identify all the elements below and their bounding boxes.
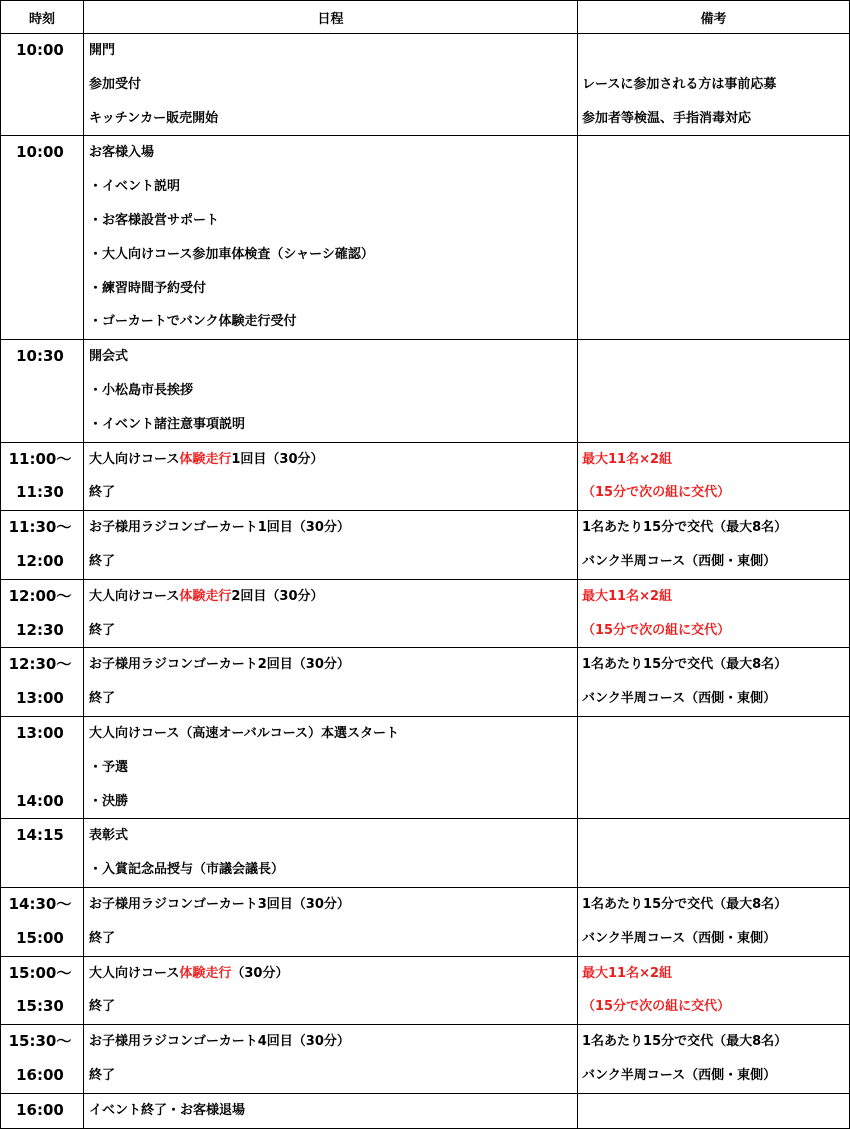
time-label: 14:30～ (8, 894, 72, 913)
time-label (1, 374, 83, 408)
schedule-line (84, 957, 577, 991)
schedule-cell (84, 511, 578, 580)
time-label: 12:00 (16, 551, 64, 570)
schedule-line (84, 408, 577, 442)
schedule-row (1, 579, 850, 648)
schedule-line (84, 102, 577, 136)
schedule-text: 終了 (89, 485, 116, 501)
schedule-row (1, 887, 850, 956)
notes-cell (578, 648, 850, 717)
schedule-line (84, 340, 577, 374)
note-line (578, 170, 849, 204)
note-line (578, 785, 849, 819)
schedule-text: 終了 (89, 622, 116, 638)
time-label: 15:30 (16, 997, 64, 1016)
time-cell (1, 819, 84, 888)
schedule-text: 1回目（30分） (231, 451, 324, 467)
time-cell (1, 1025, 84, 1094)
time-label (1, 170, 83, 204)
time-cell (1, 716, 84, 818)
schedule-text: 開門 (89, 43, 116, 58)
schedule-line (84, 785, 577, 819)
note-line (578, 853, 849, 887)
note-line: 参加者等検温、手指消毒対応 (582, 110, 752, 126)
note-line (578, 751, 849, 785)
time-label: 12:00～ (8, 586, 72, 605)
schedule-header: 日程 (84, 1, 578, 34)
schedule-row (1, 442, 850, 511)
schedule-line (84, 922, 577, 956)
schedule-text: 終了 (89, 691, 116, 707)
note-line: 最大11名×2組 (582, 588, 673, 604)
schedule-line (84, 476, 577, 510)
note-line (578, 1094, 849, 1128)
schedule-text: ・ゴーカートでバンク体験走行受付 (89, 314, 297, 330)
schedule-text: お子様用ラジコンゴーカート1回目（30分） (89, 520, 350, 536)
schedule-cell (84, 956, 578, 1025)
schedule-text: ・小松島市長挨拶 (89, 382, 194, 398)
time-cell (1, 136, 84, 340)
notes-cell (578, 819, 850, 888)
time-label: 11:30 (16, 483, 64, 502)
note-line: 1名あたり15分で交代（最大8名） (582, 896, 788, 912)
schedule-cell (84, 819, 578, 888)
schedule-line (84, 204, 577, 238)
notes-cell (578, 136, 850, 340)
notes-cell (578, 34, 850, 136)
notes-cell (578, 511, 850, 580)
schedule-cell (84, 136, 578, 340)
notes-cell (578, 340, 850, 442)
schedule-cell (84, 34, 578, 136)
schedule-line (84, 614, 577, 648)
note-line: （15分で次の組に交代） (582, 622, 731, 638)
time-cell (1, 340, 84, 442)
time-label: 10:00 (16, 143, 64, 162)
notes-cell (578, 716, 850, 818)
note-line (578, 204, 849, 238)
time-label (1, 238, 83, 272)
schedule-row (1, 956, 850, 1025)
schedule-text: お子様用ラジコンゴーカート4回目（30分） (89, 1034, 350, 1050)
note-line (578, 340, 849, 374)
schedule-line (84, 374, 577, 408)
time-label: 14:15 (16, 826, 64, 845)
schedule-row (1, 1093, 850, 1128)
note-line (578, 408, 849, 442)
schedule-line (84, 68, 577, 102)
schedule-line (84, 1094, 577, 1128)
schedule-text: 終了 (89, 553, 116, 569)
time-label: 11:30～ (8, 518, 72, 537)
note-line (578, 34, 849, 68)
schedule-line (84, 305, 577, 339)
time-label: 12:30 (16, 620, 64, 639)
schedule-line (84, 990, 577, 1024)
schedule-row (1, 648, 850, 717)
time-label: 16:00 (16, 1100, 64, 1119)
notes-cell (578, 579, 850, 648)
schedule-text: 大人向けコース (89, 588, 180, 604)
time-label: 11:00～ (8, 449, 72, 468)
schedule-cell (84, 648, 578, 717)
note-line: バンク半周コース（西側・東側） (582, 930, 777, 946)
note-line: 1名あたり15分で交代（最大8名） (582, 1034, 788, 1050)
note-line: バンク半周コース（西側・東側） (582, 553, 777, 569)
time-label (1, 408, 83, 442)
time-label: 15:00～ (8, 963, 72, 982)
note-line: レースに参加される方は事前応募 (582, 76, 777, 92)
note-line: （15分で次の組に交代） (582, 485, 731, 501)
time-label (1, 305, 83, 339)
schedule-line (84, 1059, 577, 1093)
schedule-text: ・イベント説明 (89, 179, 181, 195)
time-label (1, 853, 83, 887)
schedule-text: ・入賞記念品授与（市議会議長） (89, 862, 285, 878)
schedule-text: （30分） (231, 965, 289, 981)
schedule-row (1, 34, 850, 136)
time-cell (1, 511, 84, 580)
time-label: 16:00 (16, 1065, 64, 1084)
note-line (578, 272, 849, 306)
highlight-text: 体験走行 (179, 588, 232, 604)
schedule-row (1, 819, 850, 888)
schedule-text: 大人向けコース (89, 965, 180, 981)
note-line: 最大11名×2組 (582, 965, 673, 981)
schedule-line (84, 511, 577, 545)
schedule-cell (84, 1025, 578, 1094)
time-label: 10:30 (16, 347, 64, 366)
note-line (578, 819, 849, 853)
time-label (1, 204, 83, 238)
schedule-text: イベント終了・お客様退場 (89, 1102, 246, 1118)
schedule-row (1, 511, 850, 580)
notes-cell (578, 1093, 850, 1128)
note-line: バンク半周コース（西側・東側） (582, 1067, 777, 1083)
time-label: 10:00 (16, 41, 64, 59)
note-line (578, 136, 849, 170)
schedule-row (1, 136, 850, 340)
schedule-row (1, 340, 850, 442)
note-line (578, 374, 849, 408)
time-header: 時刻 (1, 1, 84, 34)
schedule-line (84, 34, 577, 68)
schedule-text: 参加受付 (89, 76, 142, 92)
header-row (1, 1, 850, 34)
schedule-text: ・大人向けコース参加車体検査（シャーシ確認） (89, 246, 374, 262)
schedule-line (84, 170, 577, 204)
notes-cell (578, 887, 850, 956)
schedule-line (84, 648, 577, 682)
schedule-text: ・予選 (89, 759, 129, 775)
time-cell (1, 442, 84, 511)
schedule-text: ・イベント諸注意事項説明 (89, 416, 246, 432)
time-label: 14:00 (16, 791, 64, 810)
schedule-text: 大人向けコース (89, 451, 180, 467)
schedule-line (84, 580, 577, 614)
schedule-text: 開会式 (89, 349, 129, 365)
schedule-cell (84, 716, 578, 818)
time-label: 13:00 (16, 689, 64, 708)
highlight-text: 体験走行 (179, 451, 232, 467)
highlight-text: 体験走行 (179, 965, 232, 981)
time-cell (1, 579, 84, 648)
note-line: 最大11名×2組 (582, 451, 673, 467)
schedule-text: キッチンカー販売開始 (89, 110, 219, 126)
schedule-text: 終了 (89, 1067, 116, 1083)
schedule-cell (84, 579, 578, 648)
schedule-text: お客様入場 (89, 145, 155, 161)
schedule-line (84, 888, 577, 922)
notes-cell (578, 1025, 850, 1094)
note-line: （15分で次の組に交代） (582, 999, 731, 1015)
note-line (578, 305, 849, 339)
schedule-text: 終了 (89, 999, 116, 1015)
schedule-row (1, 1025, 850, 1094)
schedule-text: お子様用ラジコンゴーカート3回目（30分） (89, 896, 350, 912)
schedule-cell (84, 442, 578, 511)
time-label: 13:00 (16, 723, 64, 742)
schedule-row (1, 716, 850, 818)
schedule-line (84, 853, 577, 887)
schedule-text: 2回目（30分） (231, 588, 324, 604)
time-label (1, 751, 83, 785)
notes-header: 備考 (578, 1, 850, 34)
schedule-line (84, 545, 577, 579)
time-cell (1, 956, 84, 1025)
time-cell (1, 1093, 84, 1128)
time-label (1, 102, 83, 136)
schedule-line (84, 136, 577, 170)
time-cell (1, 648, 84, 717)
schedule-line (84, 238, 577, 272)
schedule-body (1, 34, 850, 1129)
note-line (578, 717, 849, 751)
schedule-text: ・決勝 (89, 793, 129, 809)
schedule-text: ・お客様設営サポート (89, 212, 220, 228)
time-cell (1, 887, 84, 956)
time-label (1, 272, 83, 306)
schedule-line (84, 751, 577, 785)
time-label (1, 68, 83, 102)
schedule-line (84, 443, 577, 477)
note-line: バンク半周コース（西側・東側） (582, 691, 777, 707)
schedule-cell (84, 887, 578, 956)
time-label: 15:00 (16, 928, 64, 947)
time-cell (1, 34, 84, 136)
schedule-line (84, 272, 577, 306)
schedule-line (84, 682, 577, 716)
notes-cell (578, 442, 850, 511)
time-label: 12:30～ (8, 655, 72, 674)
schedule-line (84, 717, 577, 751)
schedule-line (84, 1025, 577, 1059)
schedule-text: 大人向けコース（高速オーバルコース）本選スタート (89, 725, 400, 741)
note-line: 1名あたり15分で交代（最大8名） (582, 657, 788, 673)
note-line (578, 238, 849, 272)
note-line: 1名あたり15分で交代（最大8名） (582, 520, 788, 536)
schedule-cell (84, 340, 578, 442)
schedule-text: 表彰式 (89, 828, 129, 844)
schedule-line (84, 819, 577, 853)
schedule-text: 終了 (89, 930, 116, 946)
schedule-text: お子様用ラジコンゴーカート2回目（30分） (89, 657, 350, 673)
schedule-text: ・練習時間予約受付 (89, 280, 207, 296)
notes-cell (578, 956, 850, 1025)
time-label: 15:30～ (8, 1032, 72, 1051)
schedule-cell (84, 1093, 578, 1128)
